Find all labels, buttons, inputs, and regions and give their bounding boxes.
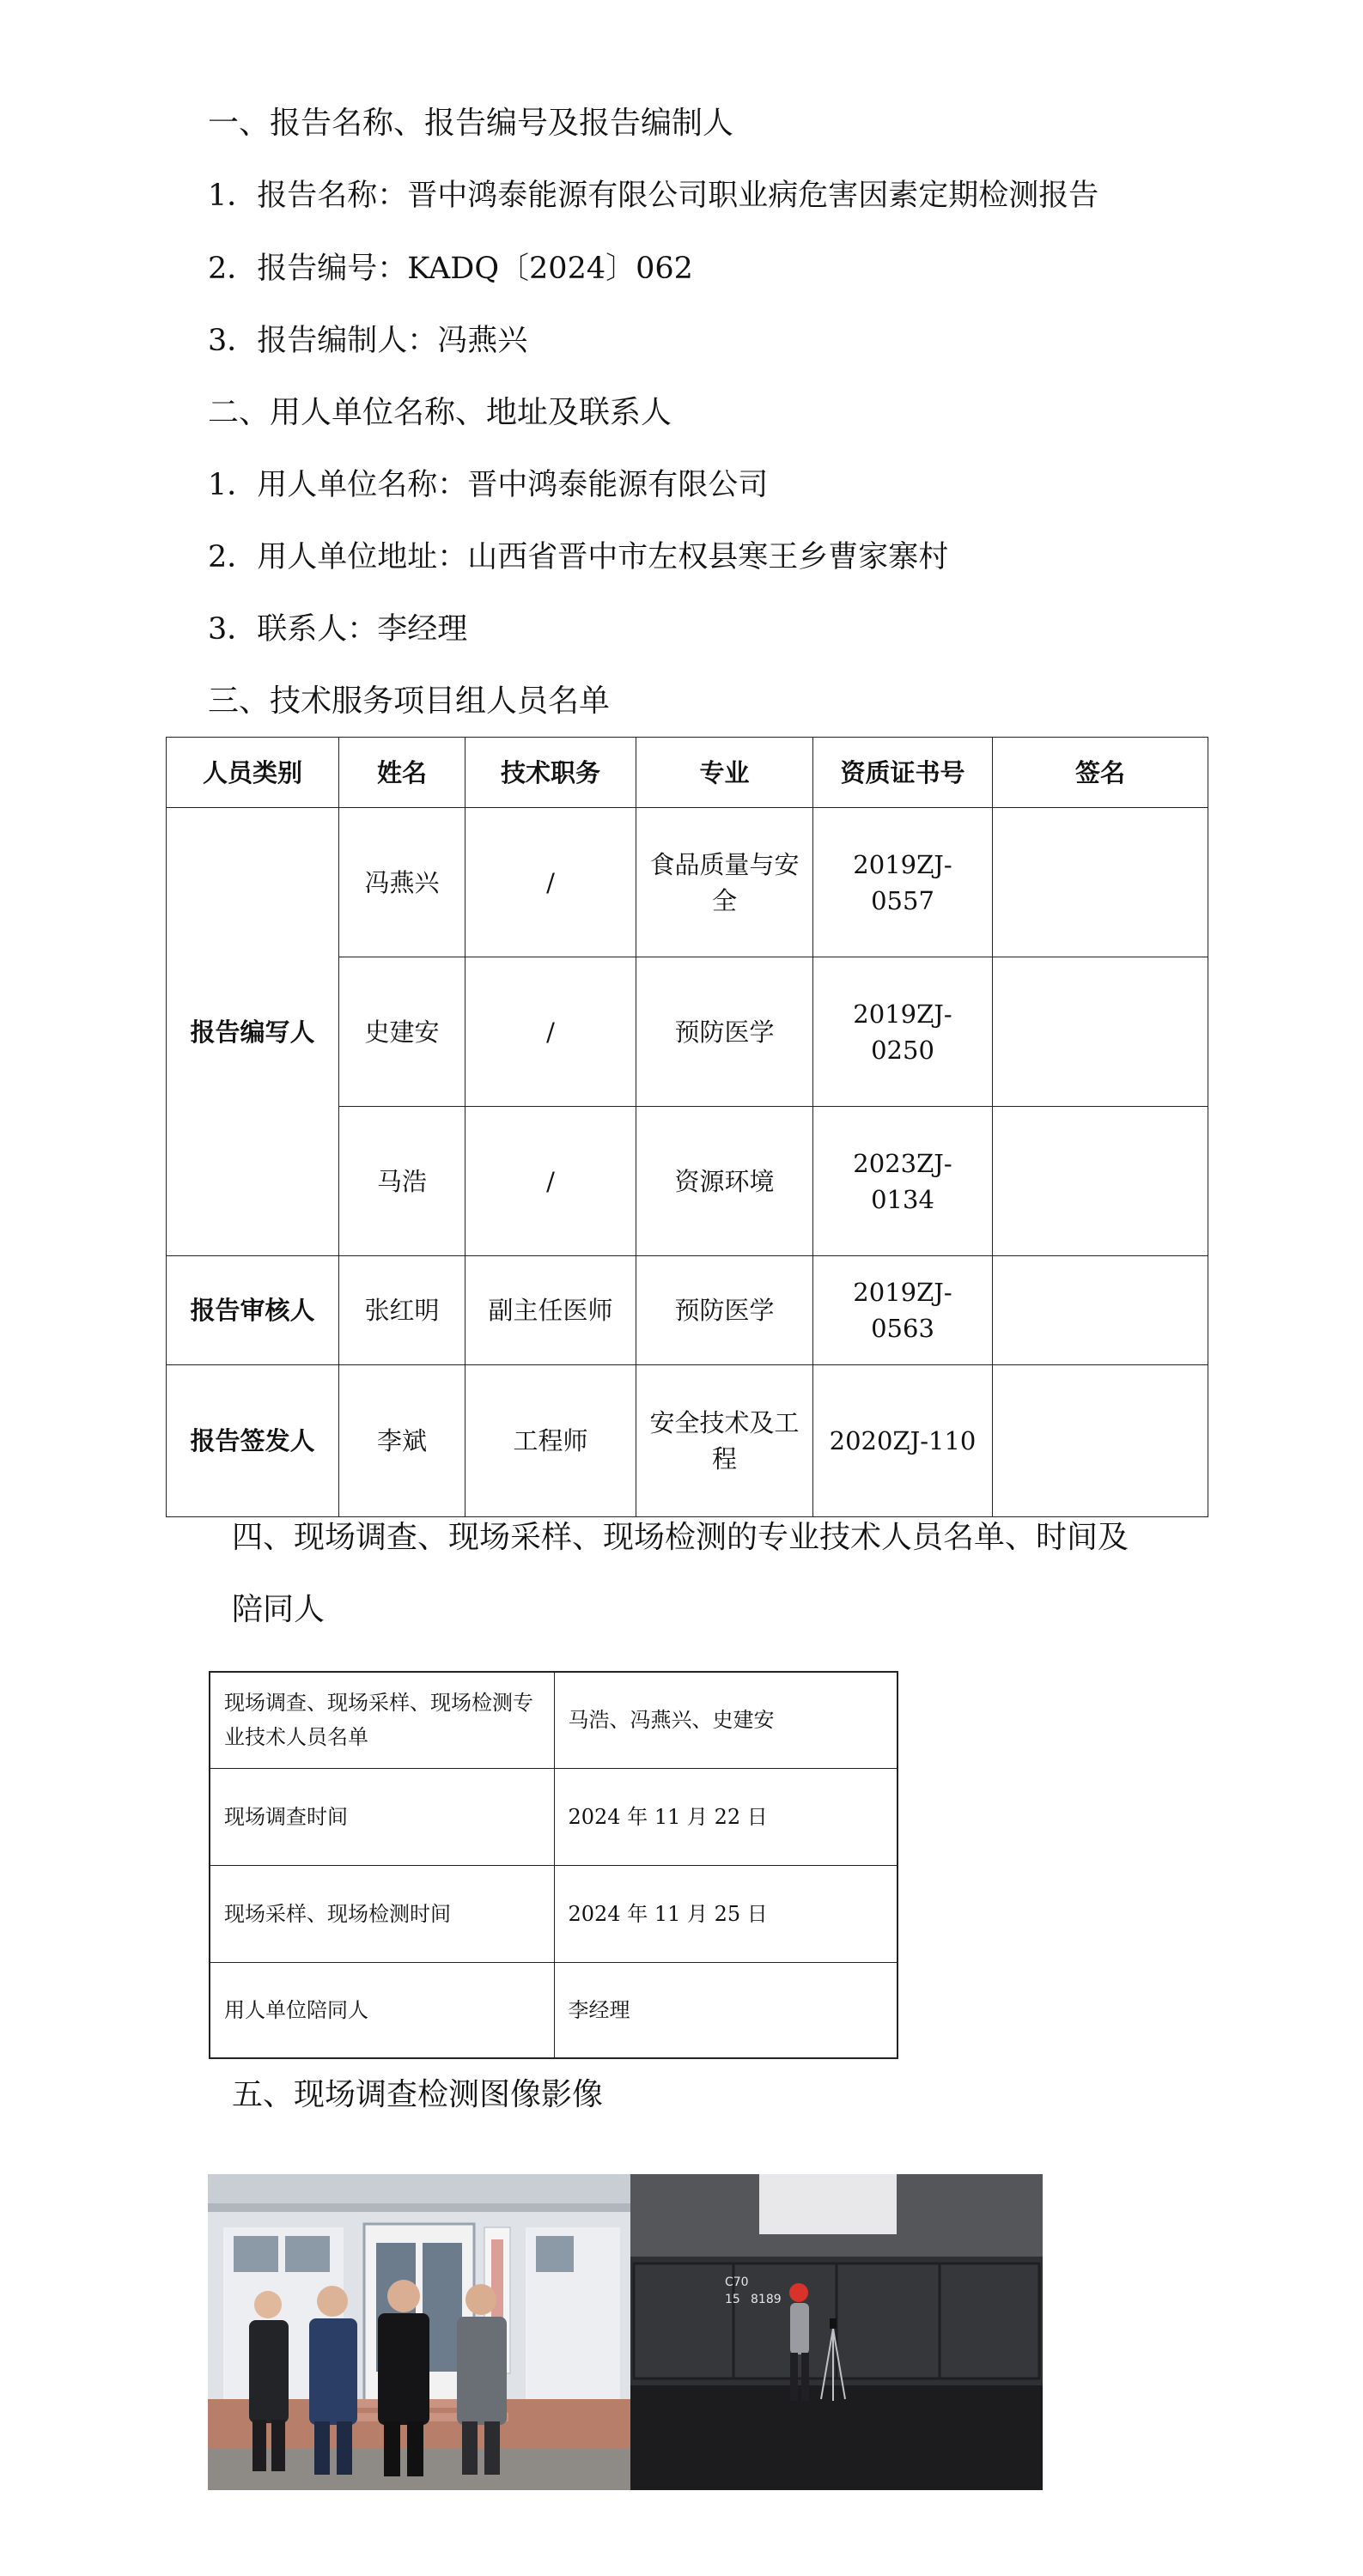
report-author-line: 3．报告编制人：冯燕兴 xyxy=(208,324,528,358)
section4-heading-line2: 陪同人 xyxy=(232,1592,326,1627)
cert-cell: 2019ZJ-0250 xyxy=(813,957,993,1107)
table-row xyxy=(210,1865,898,1962)
table-row xyxy=(210,1768,898,1865)
row-value: 2024 年 11 月 25 日 xyxy=(554,1865,898,1962)
title-cell: 副主任医师 xyxy=(465,1256,636,1365)
category-cell: 报告签发人 xyxy=(167,1365,339,1517)
cert-cell: 2020ZJ-110 xyxy=(813,1365,993,1517)
name-cell: 马浩 xyxy=(339,1107,465,1256)
row-value: 2024 年 11 月 22 日 xyxy=(554,1768,898,1865)
cert-cell: 2019ZJ-0557 xyxy=(813,808,993,957)
section5-heading: 五、现场调查检测图像影像 xyxy=(232,2077,604,2112)
category-cell: 报告审核人 xyxy=(167,1256,339,1365)
row-label: 现场采样、现场检测时间 xyxy=(210,1865,554,1962)
row-value: 李经理 xyxy=(554,1962,898,2058)
wagon-number-b: 8189 xyxy=(751,2293,782,2306)
section4-heading-line1: 四、现场调查、现场采样、现场检测的专业技术人员名单、时间及 xyxy=(232,1520,1129,1555)
header-major: 专业 xyxy=(636,738,813,808)
header-cert: 资质证书号 xyxy=(813,738,993,808)
header-category: 人员类别 xyxy=(167,738,339,808)
category-cell: 报告编写人 xyxy=(167,808,339,1256)
signature-cell xyxy=(993,1256,1208,1365)
signature-cell xyxy=(993,1365,1208,1517)
title-cell: / xyxy=(465,808,636,957)
photo-team-at-entrance xyxy=(208,2174,630,2490)
major-cell: 安全技术及工程 xyxy=(636,1365,813,1517)
major-cell: 食品质量与安全 xyxy=(636,808,813,957)
cert-cell: 2023ZJ-0134 xyxy=(813,1107,993,1256)
section1-heading: 一、报告名称、报告编号及报告编制人 xyxy=(208,106,734,141)
title-cell: 工程师 xyxy=(465,1365,636,1517)
contact-line: 3．联系人：李经理 xyxy=(208,612,468,647)
survey-table xyxy=(209,1671,898,2059)
title-cell: / xyxy=(465,1107,636,1256)
photo-field-measurement xyxy=(630,2174,1043,2490)
table-row xyxy=(167,808,1208,957)
row-value: 马浩、冯燕兴、史建安 xyxy=(554,1672,898,1768)
table-row xyxy=(210,1962,898,2058)
major-cell: 资源环境 xyxy=(636,1107,813,1256)
signature-cell xyxy=(993,1107,1208,1256)
name-cell: 张红明 xyxy=(339,1256,465,1365)
section2-heading: 二、用人单位名称、地址及联系人 xyxy=(208,395,672,430)
name-cell: 史建安 xyxy=(339,957,465,1107)
header-name: 姓名 xyxy=(339,738,465,808)
title-cell: / xyxy=(465,957,636,1107)
name-cell: 李斌 xyxy=(339,1365,465,1517)
table-header-row xyxy=(167,738,1208,808)
wagon-number-a: 15 xyxy=(725,2293,740,2306)
signature-cell xyxy=(993,808,1208,957)
signature-cell xyxy=(993,957,1208,1107)
table-row xyxy=(167,1365,1208,1517)
row-label: 现场调查时间 xyxy=(210,1768,554,1865)
row-label: 用人单位陪同人 xyxy=(210,1962,554,2058)
wagon-code: C70 xyxy=(725,2275,749,2289)
table-row xyxy=(167,1256,1208,1365)
header-signature: 签名 xyxy=(993,738,1208,808)
table-row xyxy=(210,1672,898,1768)
report-number-line: 2．报告编号：KADQ〔2024〕062 xyxy=(208,252,693,286)
header-title: 技术职务 xyxy=(465,738,636,808)
major-cell: 预防医学 xyxy=(636,957,813,1107)
cert-cell: 2019ZJ-0563 xyxy=(813,1256,993,1365)
row-label: 现场调查、现场采样、现场检测专业技术人员名单 xyxy=(210,1672,554,1768)
section3-heading: 三、技术服务项目组人员名单 xyxy=(208,683,611,719)
major-cell: 预防医学 xyxy=(636,1256,813,1365)
employer-name-line: 1．用人单位名称：晋中鸿泰能源有限公司 xyxy=(208,468,769,502)
report-name-line: 1．报告名称：晋中鸿泰能源有限公司职业病危害因素定期检测报告 xyxy=(208,179,1099,213)
employer-address-line: 2．用人单位地址：山西省晋中市左权县寒王乡曹家寨村 xyxy=(208,540,949,574)
staff-table xyxy=(166,737,1208,1517)
name-cell: 冯燕兴 xyxy=(339,808,465,957)
